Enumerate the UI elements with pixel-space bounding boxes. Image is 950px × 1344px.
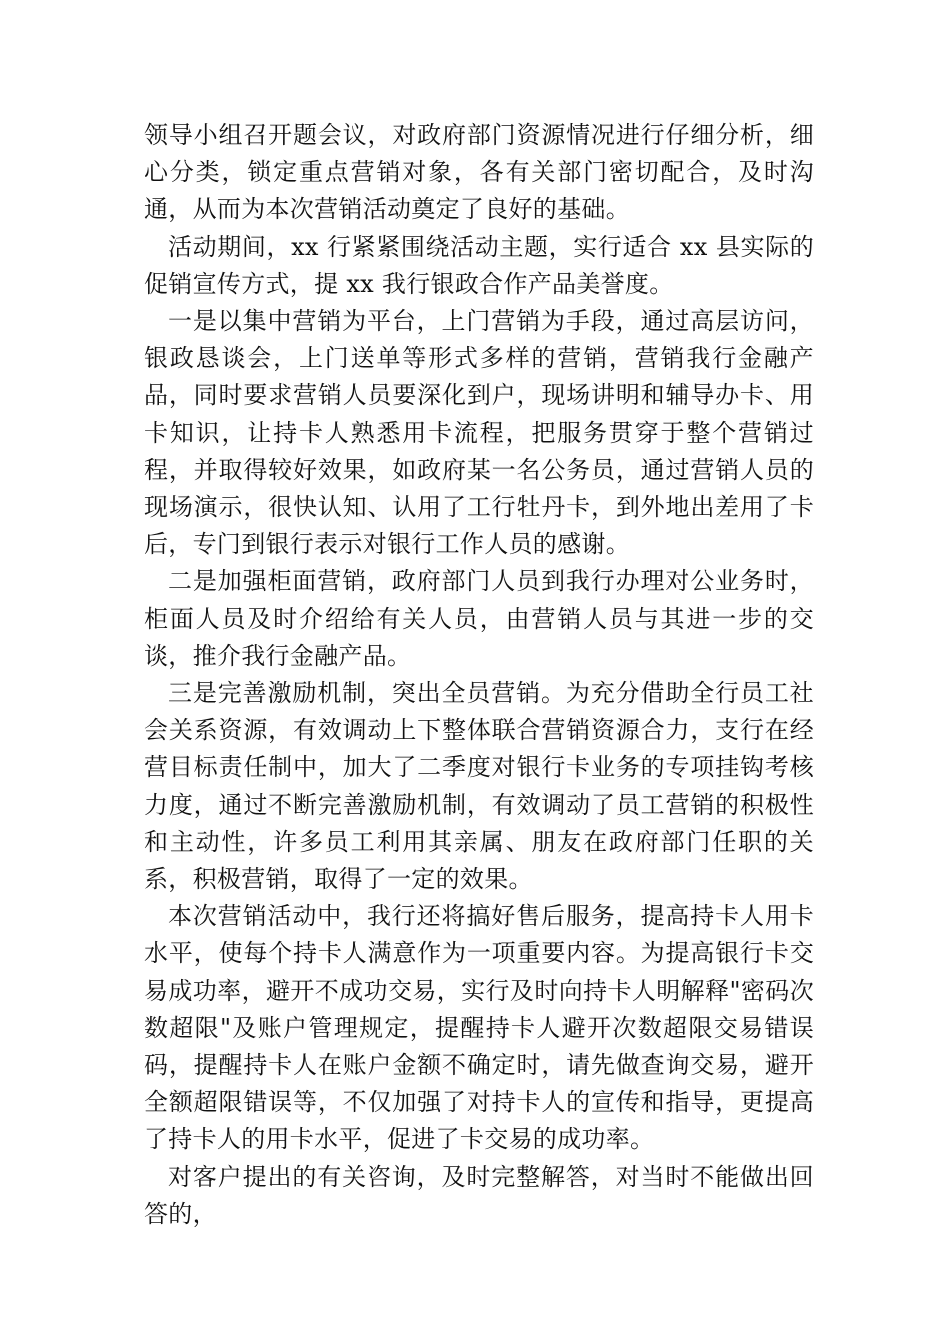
paragraph-1: 领导小组召开题会议，对政府部门资源情况进行仔细分析，细心分类，锁定重点营销对象，各有关部门密切配合，及时沟通，从而为本次营销活动奠定了良好的基础。 xyxy=(144,121,814,224)
document-body xyxy=(144,117,814,1233)
paragraph-3: 一是以集中营销为平台，上门营销为手段，通过高层访问，银政恳谈会，上门送单等形式多样的营销，营销我行金融产品，同时要求营销人员要深化到户，现场讲明和辅导办卡、用卡知识，让持卡人熟悉用卡流程，把服务贯穿于整个营销过程，并取得较好效果，如政府某一名公务员，通过营销人员的现场演示，很快认知、认用了工行牡丹卡，到外地出差用了卡后，专门到银行表示对银行工作人员的感谢。 xyxy=(144,307,814,559)
paragraph-2: 活动期间，xx 行紧紧围绕活动主题，实行适合 xx 县实际的促销宣传方式，提 xx 我行银政合作产品美誉度。 xyxy=(144,232,814,298)
paragraph-4: 二是加强柜面营销，政府部门人员到我行办理对公业务时，柜面人员及时介绍给有关人员，由营销人员与其进一步的交谈，推介我行金融产品。 xyxy=(144,567,814,670)
paragraph-5: 三是完善激励机制，突出全员营销。为充分借助全行员工社会关系资源，有效调动上下整体联合营销资源合力，支行在经营目标责任制中，加大了二季度对银行卡业务的专项挂钩考核力度，通过不断完善激励机制，有效调动了员工营销的积极性和主动性，许多员工利用其亲属、朋友在政府部门任职的关系，积极营销，取得了一定的效果。 xyxy=(144,679,814,894)
paragraph-6: 本次营销活动中，我行还将搞好售后服务，提高持卡人用卡水平，使每个持卡人满意作为一项重要内容。为提高银行卡交易成功率，避开不成功交易，实行及时向持卡人明解释"密码次数超限"及账户管理规定，提醒持卡人避开次数超限交易错误码，提醒持卡人在账户金额不确定时，请先做查询交易，避开全额超限错误等，不仅加强了对持卡人的宣传和指导，更提高了持卡人的用卡水平，促进了卡交易的成功率。 xyxy=(144,902,814,1154)
paragraph-7: 对客户提出的有关咨询，及时完整解答，对当时不能做出回答的， xyxy=(144,1162,814,1228)
